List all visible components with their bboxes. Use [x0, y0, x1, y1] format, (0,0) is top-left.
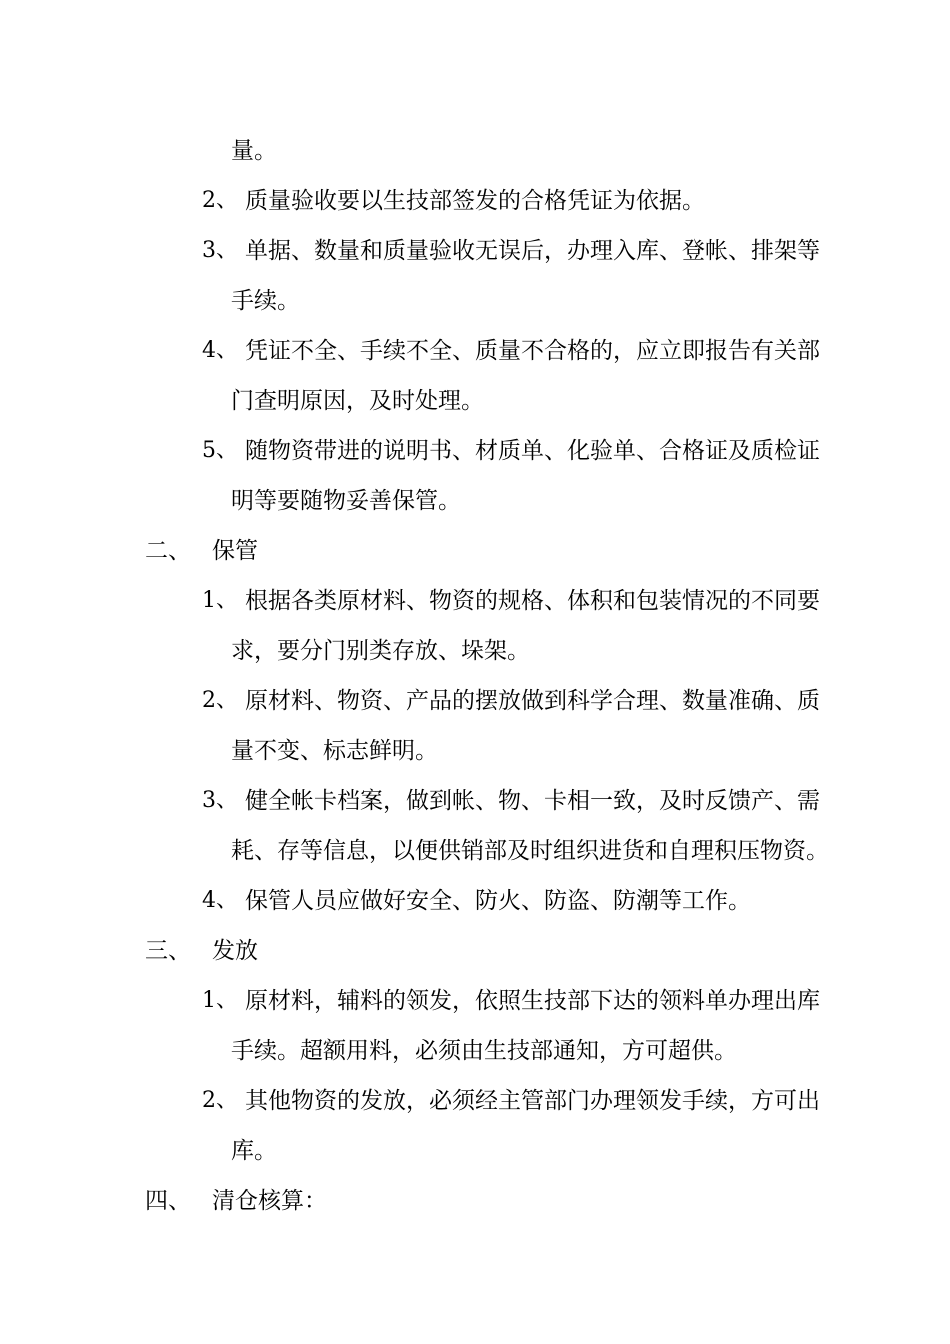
item-number: 3、: [202, 238, 238, 263]
item-text: 凭证不全、手续不全、质量不合格的，应立即报告有关部: [245, 338, 820, 364]
item-text-cont: 求，要分门别类存放、垛架。: [231, 638, 530, 664]
item-number: 1、: [202, 588, 238, 613]
item-text-cont: 耗、存等信息，以便供销部及时组织进货和自理积压物资。: [231, 838, 829, 864]
item-text: 质量验收要以生技部签发的合格凭证为依据。: [245, 188, 705, 214]
item-text-cont: 手续。超额用料，必须由生技部通知，方可超供。: [231, 1038, 737, 1064]
item-number: 2、: [202, 1088, 238, 1113]
item-text-cont: 量不变、标志鲜明。: [231, 738, 438, 764]
item-number: 4、: [202, 338, 238, 363]
item-number: 5、: [202, 438, 238, 463]
item-text-cont: 库。: [231, 1138, 277, 1164]
section-number: 四、: [145, 1188, 191, 1214]
item-text-cont: 明等要随物妥善保管。: [231, 488, 461, 514]
section-heading: 保管: [212, 538, 258, 564]
item-number: 4、: [202, 888, 238, 913]
item-number: 2、: [202, 688, 238, 713]
item-text: 随物资带进的说明书、材质单、化验单、合格证及质检证: [245, 438, 820, 464]
item-text: 健全帐卡档案，做到帐、物、卡相一致，及时反馈产、需: [245, 788, 820, 814]
item-text-cont: 门查明原因，及时处理。: [231, 388, 484, 414]
item-number: 2、: [202, 188, 238, 213]
item-text: 根据各类原材料、物资的规格、体积和包装情况的不同要: [245, 588, 820, 614]
item-number: 3、: [202, 788, 238, 813]
item-text: 保管人员应做好安全、防火、防盗、防潮等工作。: [245, 888, 751, 914]
continued-line: 量。: [231, 138, 277, 164]
item-text-cont: 手续。: [231, 288, 300, 314]
item-text: 原材料，辅料的领发，依照生技部下达的领料单办理出库: [245, 988, 820, 1014]
item-number: 1、: [202, 988, 238, 1013]
item-text: 原材料、物资、产品的摆放做到科学合理、数量准确、质: [245, 688, 820, 714]
section-number: 三、: [145, 938, 191, 964]
section-number: 二、: [145, 538, 191, 564]
item-text: 单据、数量和质量验收无误后，办理入库、登帐、排架等: [245, 238, 820, 264]
section-heading: 清仓核算：: [212, 1188, 327, 1214]
item-text: 其他物资的发放，必须经主管部门办理领发手续，方可出: [245, 1088, 820, 1114]
section-heading: 发放: [212, 938, 258, 964]
